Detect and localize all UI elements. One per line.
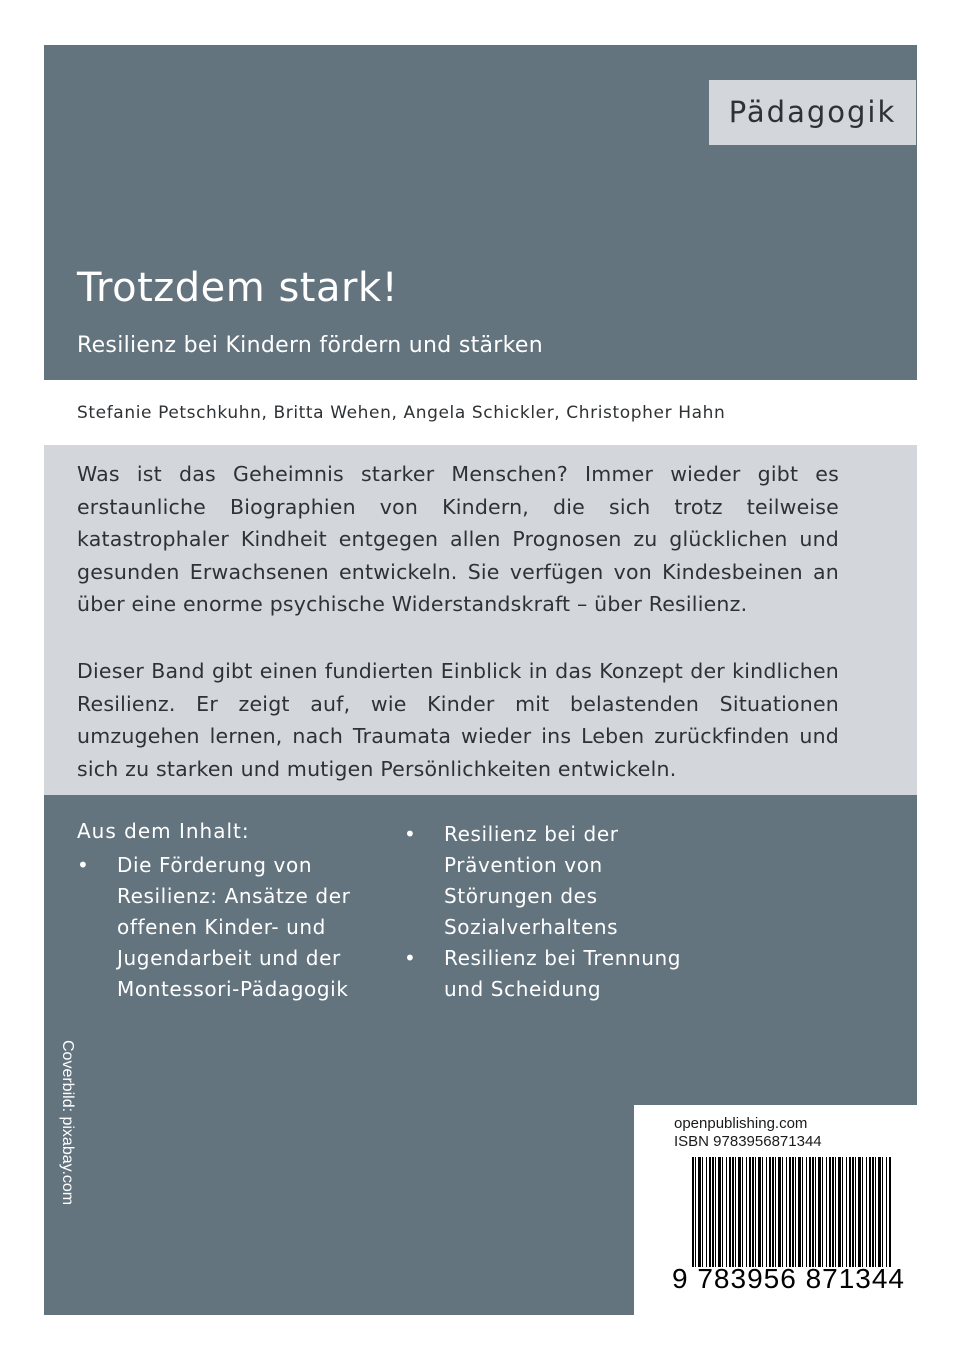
bullet-icon: • [77, 853, 90, 877]
book-back-cover [44, 45, 917, 1315]
isbn-label: ISBN 9783956871344 [674, 1133, 822, 1150]
barcode-box [634, 1105, 917, 1315]
contents-list-right [404, 819, 704, 1005]
category-label: Pädagogik [709, 80, 916, 145]
description-paragraph: Dieser Band gibt einen fundierten Einblick in das Konzept der kindlichen Resilienz. Er zeigt auf, wie Kinder mit belastenden Situationen umzugehen lernen, nach Traumata wieder ins Leben zurückfinden und sich zu starken und mutigen Persönlichkeiten entwickeln. [77, 659, 839, 781]
barcode-icon [692, 1157, 892, 1267]
cover-header [44, 45, 917, 380]
book-title: Trotzdem stark! [77, 265, 399, 311]
barcode-digits: 9 783956 871344 [672, 1263, 905, 1294]
bullet-icon: • [404, 822, 417, 846]
author-list: Stefanie Petschkuhn, Britta Wehen, Angela Schickler, Christopher Hahn [77, 403, 726, 423]
bullet-icon: • [404, 946, 417, 970]
book-subtitle: Resilienz bei Kindern fördern und stärken [77, 333, 543, 358]
list-item [404, 819, 704, 943]
list-item-text: Resilienz bei Trennung und Scheidung [444, 946, 682, 1001]
publisher-url: openpublishing.com [674, 1115, 808, 1132]
list-item-text: Resilienz bei der Prävention von Störungen des Sozialverhaltens [444, 822, 619, 939]
description-paragraph: Was ist das Geheimnis starker Menschen? Immer wieder gibt es erstaunliche Biographien von Kindern, die sich trotz teilweise katastrophaler Kindheit entgegen allen Prognosen zu glücklichen und gesunden Erwachsenen entwickeln. Sie verfügen von Kindesbeinen an über eine enorme psychische Widerstandskraft – über Resilienz. [77, 462, 839, 616]
description-panel [44, 445, 917, 795]
cover-image-credit: Coverbild: pixabay.com [59, 1040, 76, 1206]
contents-list-left [77, 850, 382, 1005]
contents-heading: Aus dem Inhalt: [77, 819, 250, 843]
list-item-text: Die Förderung von Resilienz: Ansätze der offenen Kinder- und Jugendarbeit und der Montessori-Pädagogik [117, 853, 351, 1001]
list-item [77, 850, 382, 1005]
list-item [404, 943, 704, 1005]
